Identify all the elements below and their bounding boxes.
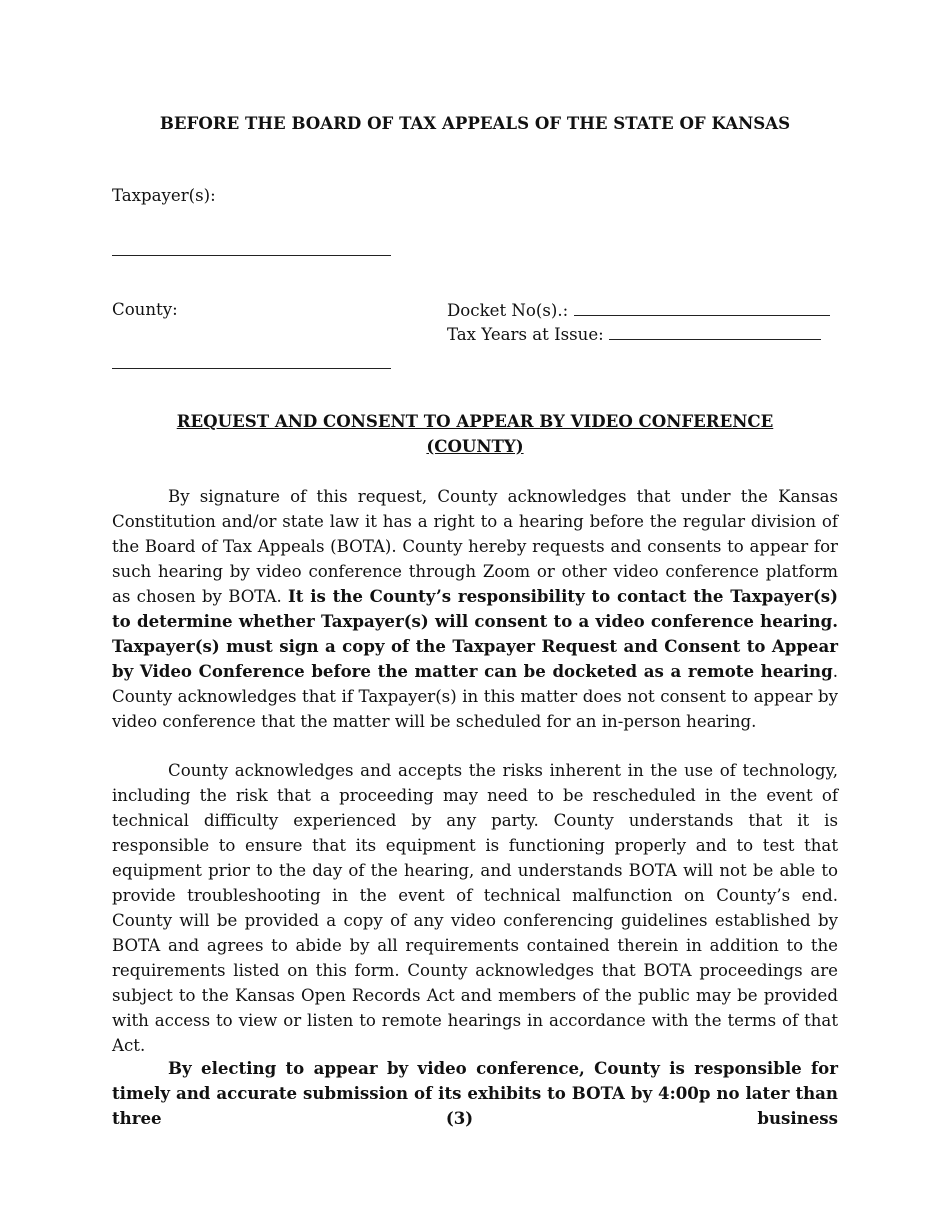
docket-label: Docket No(s).:: [447, 301, 569, 320]
tax-years-blank-line[interactable]: [609, 324, 821, 340]
form-title-line2: (COUNTY): [426, 436, 524, 456]
paragraph-3-bold: By electing to appear by video conference, County is responsible for timely and accurate submission of its exhibits to BOTA by 4:00p no later than three (3) business: [112, 1058, 838, 1128]
paragraph-1-text-b: . County acknowledges that if Taxpayer(s) in this matter does not consent to appear by video conference that the matter will be scheduled for an in-person hearing.: [112, 662, 838, 731]
paragraph-1-bold: It is the County’s responsibility to contact the Taxpayer(s) to determine whether Taxpayer(s) will consent to a video conference hearing. Taxpayer(s) must sign a copy of the Taxpayer Request and Consent to Appear by Video Conference before the matter can be docketed as a remote hearing: [112, 586, 838, 681]
county-label: County:: [112, 300, 178, 319]
docket-field: [447, 300, 830, 320]
document-title: BEFORE THE BOARD OF TAX APPEALS OF THE STATE OF KANSAS: [159, 113, 791, 133]
form-title-line1: REQUEST AND CONSENT TO APPEAR BY VIDEO CONFERENCE: [176, 411, 774, 431]
docket-blank-line[interactable]: [574, 300, 830, 316]
taxpayer-blank-line[interactable]: [112, 255, 391, 256]
paragraph-1: [112, 484, 838, 734]
paragraph-1-text-a: By signature of this request, County acknowledges that under the Kansas Constitution and/or state law it has a right to a hearing before the regular division of the Board of Tax Appeals (BOTA). County hereby requests and consents to appear for such hearing by video conference through Zoom or other video conference platform as chosen by BOTA.: [112, 487, 838, 606]
tax-years-label: Tax Years at Issue:: [447, 325, 604, 344]
paragraph-2: [112, 758, 838, 1058]
paragraph-3: [112, 1056, 838, 1131]
taxpayer-label: Taxpayer(s):: [112, 186, 216, 205]
tax-years-field: [447, 324, 821, 344]
county-blank-line[interactable]: [112, 368, 391, 369]
paragraph-2-text: County acknowledges and accepts the risks inherent in the use of technology, including the risk that a proceeding may need to be rescheduled in the event of technical difficulty experienced by any party. County understands that it is responsible to ensure that its equipment is functioning properly and to test that equipment prior to the day of the hearing, and understands BOTA will not be able to provide troubleshooting in the event of technical malfunction on County’s end. County will be provided a copy of any video conferencing guidelines established by BOTA and agrees to abide by all requirements contained therein in addition to the requirements listed on this form. County acknowledges that BOTA proceedings are subject to the Kansas Open Records Act and members of the public may be provided with access to view or listen to remote hearings in accordance with the terms of that Act.: [112, 761, 838, 1055]
